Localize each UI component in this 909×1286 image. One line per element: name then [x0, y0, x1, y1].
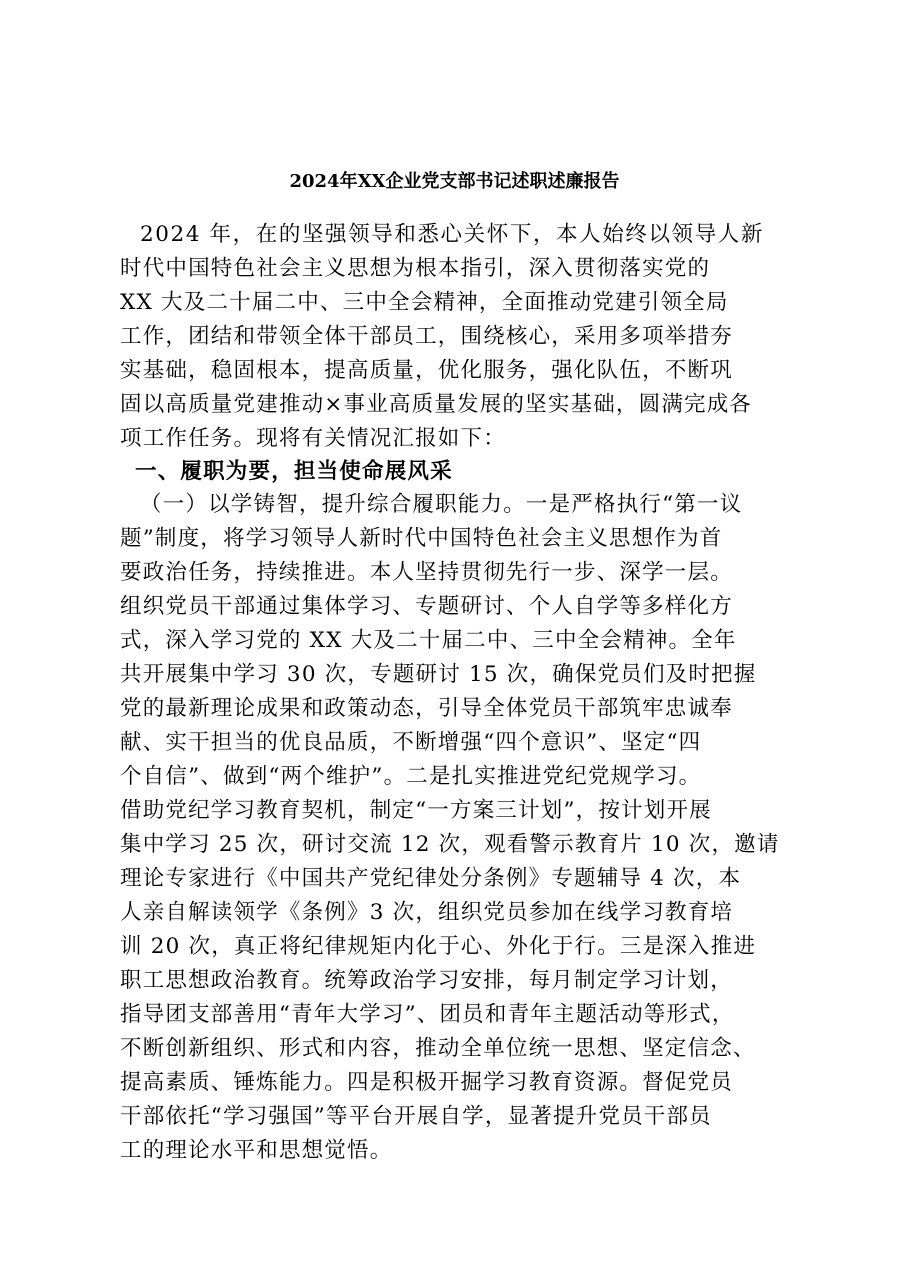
body-line: XX 大及二十届二中、三中全会精神，全面推动党建引领全局: [120, 290, 729, 315]
body-line: 项工作任务。现将有关情况汇报如下：: [120, 426, 506, 451]
body-line: 提高素质、锤炼能力。四是积极开掘学习教育资源。督促党员: [120, 1070, 733, 1095]
body-line: 理论专家进行《中国共产党纪律处分条例》专题辅导 4 次，本: [120, 866, 742, 891]
section-heading: 一、履职为要，担当使命展风采: [135, 459, 453, 484]
body-line: 党的最新理论成果和政策动态，引导全体党员干部筑牢忠诚奉: [120, 696, 733, 721]
body-line: 集中学习 25 次，研讨交流 12 次，观看警示教育片 10 次，邀请: [120, 832, 780, 857]
body-line: 指导团支部善用“青年大学习”、团员和青年主题活动等形式，: [120, 1002, 735, 1027]
body-line: 要政治任务，持续推进。本人坚持贯彻先行一步、深学一层。: [120, 560, 733, 585]
body-line: 不断创新组织、形式和内容，推动全单位统一思想、坚定信念、: [120, 1036, 756, 1061]
body-line: 干部依托“学习强国”等平台开展自学，显著提升党员干部员: [120, 1104, 712, 1129]
body-line: 工的理论水平和思想觉悟。: [120, 1138, 393, 1163]
body-line: 人亲自解读领学《条例》3 次，组织党员参加在线学习教育培: [120, 900, 734, 925]
body-line: 工作，团结和带领全体干部员工，围绕核心，采用多项举措夯: [120, 324, 733, 349]
body-line: 职工思想政治教育。统筹政治学习安排，每月制定学习计划，: [120, 968, 733, 993]
body-line: 个自信”、做到“两个维护”。二是扎实推进党纪党规学习。: [120, 764, 702, 789]
body-line: 题”制度，将学习领导人新时代中国特色社会主义思想作为首: [120, 526, 723, 551]
body-line: 献、实干担当的优良品质，不断增强“四个意识”、坚定“四: [120, 730, 702, 755]
body-line: 时代中国特色社会主义思想为根本指引，深入贯彻落实党的: [120, 256, 711, 281]
body-line: （一）以学铸智，提升综合履职能力。一是严格执行“第一议: [140, 492, 743, 517]
body-line: 组织党员干部通过集体学习、专题研讨、个人自学等多样化方: [120, 594, 733, 619]
document-title: 2024年XX企业党支部书记述职述廉报告: [289, 171, 620, 192]
body-line: 借助党纪学习教育契机，制定“一方案三计划”，按计划开展: [120, 798, 712, 823]
body-line: 固以高质量党建推动×事业高质量发展的坚实基础，圆满完成各: [120, 392, 753, 417]
body-line: 实基础，稳固根本，提高质量，优化服务，强化队伍，不断巩: [120, 358, 733, 383]
body-line: 共开展集中学习 30 次，专题研讨 15 次，确保党员们及时把握: [120, 662, 757, 687]
body-line: 2024 年，在的坚强领导和悉心关怀下，本人始终以领导人新: [140, 222, 764, 247]
body-line: 式，深入学习党的 XX 大及二十届二中、三中全会精神。全年: [120, 628, 737, 653]
body-line: 训 20 次，真正将纪律规矩内化于心、外化于行。三是深入推进: [120, 934, 757, 959]
